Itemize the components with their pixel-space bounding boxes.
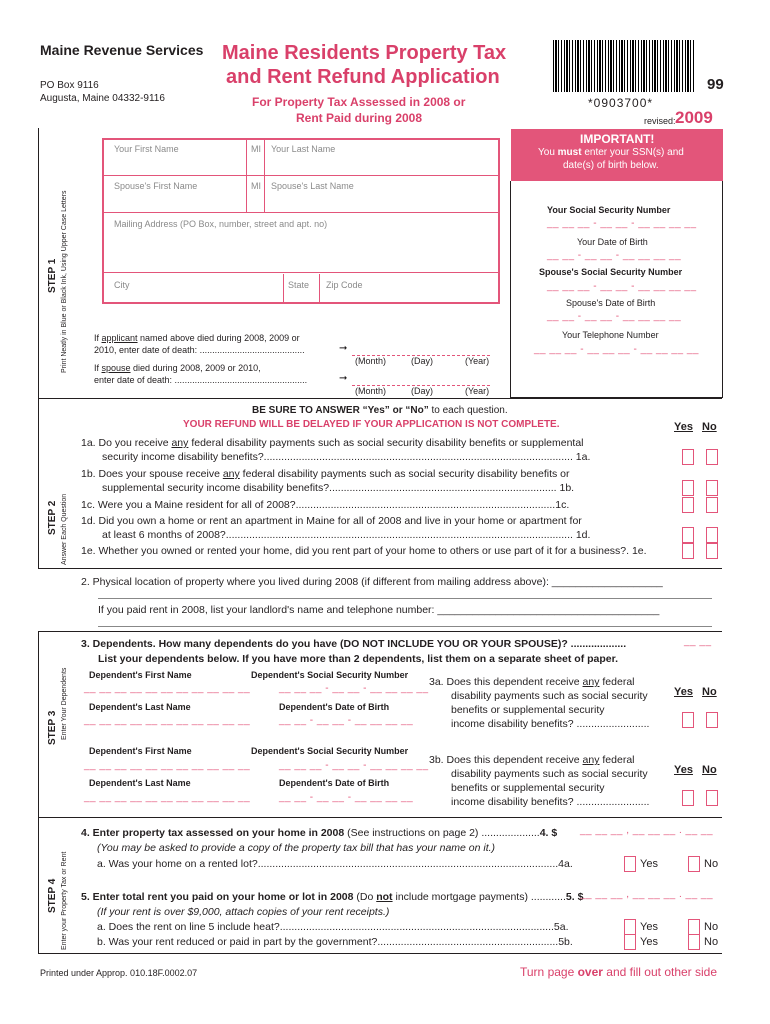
spouse-dob-input[interactable]: __ __ - __ __ - __ __ __ __	[547, 311, 682, 322]
spouse-mi-field[interactable]: MI	[251, 181, 261, 191]
dep2-first-input[interactable]: __ __ __ __ __ __ __ __ __ __ __	[84, 760, 251, 771]
barcode-text: *0903700*	[588, 96, 654, 110]
q1a-text: 1a. Do you receive any federal disability payments such as social security disability benefits or supplemental	[81, 437, 584, 449]
q3b-text-2: disability payments such as social security	[451, 768, 648, 780]
printed-under: Printed under Approp. 010.18F.0002.07	[40, 968, 198, 978]
q3a-no-label: No	[702, 686, 717, 698]
dep2-last-input[interactable]: __ __ __ __ __ __ __ __ __ __ __	[84, 792, 251, 803]
q1d-no-checkbox[interactable]	[706, 527, 718, 543]
q1b-text-2: supplemental security income disability benefits?.............................................................................. 1b.	[102, 482, 575, 494]
died-spouse-line1: If spouse died during 2008, 2009 or 2010,	[94, 363, 261, 373]
q5b-no-label: No	[704, 936, 719, 948]
q3-text-2: List your dependents below. If you have more than 2 dependents, list them on a separate sheet of paper.	[98, 653, 619, 665]
mi-field[interactable]: MI	[251, 144, 261, 154]
q3b-yes-label: Yes	[674, 764, 693, 776]
city-field[interactable]: City	[114, 280, 130, 290]
died-spouse-line2: enter date of death: .....................................................	[94, 375, 308, 385]
q1a-text-2: security income disability benefits?.......................................................................................................... 1a.	[102, 451, 591, 463]
q1d-text: 1d. Did you own a home or rent an apartment in Maine for all of 2008 and live in your home or apartment for	[81, 515, 582, 527]
day-label: (Day)	[411, 356, 433, 366]
q3a-text-1: 3a. Does this dependent receive any federal	[429, 676, 635, 688]
step1-hint: Print Neatly in Blue or Black Ink, Using Upper Case Letters	[61, 190, 68, 373]
dep1-first-input[interactable]: __ __ __ __ __ __ __ __ __ __ __	[84, 683, 251, 694]
q4a-yes-label: Yes	[640, 858, 658, 870]
q1a-yes-checkbox[interactable]	[682, 449, 694, 465]
step2-instruction-1: BE SURE TO ANSWER “Yes” or “No” to each question.	[252, 405, 508, 416]
q2-text[interactable]: 2. Physical location of property where you lived during 2008 (if different from mailing address above): ___________________	[81, 576, 663, 588]
first-name-field[interactable]: Your First Name	[114, 144, 179, 154]
q1e-no-checkbox[interactable]	[706, 543, 718, 559]
q3a-text-2: disability payments such as social security	[451, 690, 648, 702]
agency-address-1: PO Box 9116	[40, 80, 99, 91]
q1b-text: 1b. Does your spouse receive any federal disability payments such as social security disability benefits or	[81, 468, 570, 480]
q1e-text: 1e. Whether you owned or rented your home, did you rent part of your home to others or use part of it for a business?. 1e.	[81, 545, 647, 557]
q5a-yes-label: Yes	[640, 921, 658, 933]
q5-text: 5. Enter total rent you paid on your home or lot in 2008 (Do not include mortgage payments) ............5. $	[81, 891, 584, 903]
zip-field[interactable]: Zip Code	[326, 280, 363, 290]
q4a-no-checkbox[interactable]	[688, 856, 700, 872]
step2-label: STEP 2	[47, 500, 58, 535]
died-applicant-line2: 2010, enter date of death: ..........................................	[94, 345, 305, 355]
q3a-text-4: income disability benefits? .........................	[451, 718, 650, 730]
dep1-last-label: Dependent's Last Name	[89, 702, 191, 712]
q3b-text-3: benefits or supplemental security	[451, 782, 605, 794]
q4a-text: a. Was your home on a rented lot?.......................................................................................................4a.	[97, 858, 573, 870]
step3-hint: Enter Your Dependents	[61, 667, 68, 740]
spouse-dob-label: Spouse's Date of Birth	[566, 298, 656, 308]
q1c-no-checkbox[interactable]	[706, 497, 718, 513]
q3a-no-checkbox[interactable]	[706, 712, 718, 728]
q1d-yes-checkbox[interactable]	[682, 527, 694, 543]
step1-border	[38, 128, 39, 398]
q4-note: (You may be asked to provide a copy of the property tax bill that has your name on it.)	[97, 842, 496, 854]
q3a-yes-label: Yes	[674, 686, 693, 698]
month-label: (Month)	[355, 386, 387, 396]
turn-page-note: Turn page over and fill out other side	[520, 965, 718, 979]
your-dob-label: Your Date of Birth	[577, 237, 648, 247]
q5b-text: b. Was your rent reduced or paid in part by the government?..............................................................5b.	[97, 936, 573, 948]
dep2-first-label: Dependent's First Name	[89, 746, 192, 756]
q3b-no-checkbox[interactable]	[706, 790, 718, 806]
spouse-first-name-field[interactable]: Spouse's First Name	[114, 181, 198, 191]
important-text-2: date(s) of birth below.	[563, 160, 659, 171]
q3a-text-3: benefits or supplemental security	[451, 704, 605, 716]
dep2-dob-label: Dependent's Date of Birth	[279, 778, 390, 788]
dep1-last-input[interactable]: __ __ __ __ __ __ __ __ __ __ __	[84, 715, 251, 726]
form-subtitle-line1: For Property Tax Assessed in 2008 or	[252, 95, 466, 109]
spouse-last-name-field[interactable]: Spouse's Last Name	[271, 181, 354, 191]
form-title-line2: and Rent Refund Application	[226, 66, 500, 88]
important-title: IMPORTANT!	[580, 132, 655, 146]
q5a-text: a. Does the rent on line 5 include heat?..............................................................................................5a.	[97, 921, 569, 933]
dep2-ssn-input[interactable]: __ __ __ - __ __ - __ __ __ __	[279, 760, 429, 771]
day-label: (Day)	[411, 386, 433, 396]
no-header: No	[702, 421, 717, 433]
q2-landlord-text[interactable]: If you paid rent in 2008, list your landlord's name and telephone number: ______________________________________	[98, 604, 660, 616]
spouse-ssn-input[interactable]: __ __ __ - __ __ - __ __ __ __	[547, 281, 697, 292]
q5b-yes-label: Yes	[640, 936, 658, 948]
q5-amount-input[interactable]: __ __ __ , __ __ __ . __ __	[580, 889, 714, 900]
revised-label: revised:	[644, 116, 676, 126]
dep1-first-label: Dependent's First Name	[89, 670, 192, 680]
q3-count-input[interactable]: __ __	[684, 636, 712, 647]
q1c-text: 1c. Were you a Maine resident for all of 2008?.........................................................................................1c.	[81, 499, 570, 511]
dep1-dob-input[interactable]: __ __ - __ __ - __ __ __ __	[279, 715, 414, 726]
form-title-line1: Maine Residents Property Tax	[222, 42, 507, 64]
mailing-address-field[interactable]: Mailing Address (PO Box, number, street and apt. no)	[114, 219, 328, 229]
arrow-icon: ➞	[339, 343, 348, 354]
year-label: (Year)	[465, 356, 490, 366]
step1-label: STEP 1	[47, 258, 58, 293]
q3a-yes-checkbox[interactable]	[682, 712, 694, 728]
q4a-yes-checkbox[interactable]	[624, 856, 636, 872]
state-field[interactable]: State	[288, 280, 310, 290]
q3b-text-1: 3b. Does this dependent receive any federal	[429, 754, 635, 766]
year-label: (Year)	[465, 386, 490, 396]
dep1-ssn-label: Dependent's Social Security Number	[251, 670, 409, 680]
last-name-field[interactable]: Your Last Name	[271, 144, 336, 154]
q5b-no-checkbox[interactable]	[688, 934, 700, 950]
q3b-text-4: income disability benefits? .........................	[451, 796, 650, 808]
step2-hint: Answer Each Question	[61, 493, 68, 565]
your-ssn-label: Your Social Security Number	[547, 205, 671, 215]
step4-label: STEP 4	[47, 878, 58, 913]
step3-label: STEP 3	[47, 710, 58, 745]
telephone-input[interactable]: __ __ __ - __ __ __ - __ __ __ __	[534, 344, 699, 355]
q5b-yes-checkbox[interactable]	[624, 934, 636, 950]
yes-header: Yes	[674, 421, 693, 433]
your-ssn-input[interactable]: __ __ __ - __ __ - __ __ __ __	[547, 218, 697, 229]
dep2-dob-input[interactable]: __ __ - __ __ - __ __ __ __	[279, 792, 414, 803]
q3b-no-label: No	[702, 764, 717, 776]
q5a-yes-checkbox[interactable]	[624, 919, 636, 935]
q4-text: 4. Enter property tax assessed on your home in 2008 (See instructions on page 2) ....................4. $	[81, 827, 558, 839]
step4-hint: Enter your Property Tax or Rent	[61, 851, 68, 950]
q4-amount-input[interactable]: __ __ __ , __ __ __ . __ __	[580, 825, 714, 836]
q1e-yes-checkbox[interactable]	[682, 543, 694, 559]
q1c-yes-checkbox[interactable]	[682, 497, 694, 513]
agency-name: Maine Revenue Services	[40, 42, 204, 58]
q1b-no-checkbox[interactable]	[706, 480, 718, 496]
dep2-last-label: Dependent's Last Name	[89, 778, 191, 788]
step2-instruction-2: YOUR REFUND WILL BE DELAYED IF YOUR APPLICATION IS NOT COMPLETE.	[183, 419, 560, 430]
important-text-1: You must enter your SSN(s) and	[538, 147, 684, 158]
spouse-ssn-label: Spouse's Social Security Number	[539, 267, 683, 277]
q5-note: (If your rent is over $9,000, attach copies of your rent receipts.)	[97, 906, 390, 918]
q5a-no-checkbox[interactable]	[688, 919, 700, 935]
barcode	[553, 40, 695, 92]
died-applicant-line1: If applicant named above died during 2008, 2009 or	[94, 333, 300, 343]
month-label: (Month)	[355, 356, 387, 366]
telephone-label: Your Telephone Number	[562, 330, 659, 340]
q1d-text-2: at least 6 months of 2008?....................................................................................................................... 1d.	[102, 529, 591, 541]
form-code: 99	[707, 76, 724, 93]
q1b-yes-checkbox[interactable]	[682, 480, 694, 496]
dep2-ssn-label: Dependent's Social Security Number	[251, 746, 409, 756]
q3b-yes-checkbox[interactable]	[682, 790, 694, 806]
your-dob-input[interactable]: __ __ - __ __ - __ __ __ __	[547, 250, 682, 261]
dep1-dob-label: Dependent's Date of Birth	[279, 702, 390, 712]
form-subtitle-line2: Rent Paid during 2008	[296, 111, 423, 125]
q3-text: 3. Dependents. How many dependents do you have (DO NOT INCLUDE YOU OR YOUR SPOUSE)? ...................	[81, 638, 627, 650]
agency-address-2: Augusta, Maine 04332-9116	[40, 93, 165, 104]
dep1-ssn-input[interactable]: __ __ __ - __ __ - __ __ __ __	[279, 683, 429, 694]
q5a-no-label: No	[704, 921, 719, 933]
q1a-no-checkbox[interactable]	[706, 449, 718, 465]
arrow-icon: ➞	[339, 373, 348, 384]
q4a-no-label: No	[704, 858, 719, 870]
revised-year: 2009	[675, 108, 713, 127]
